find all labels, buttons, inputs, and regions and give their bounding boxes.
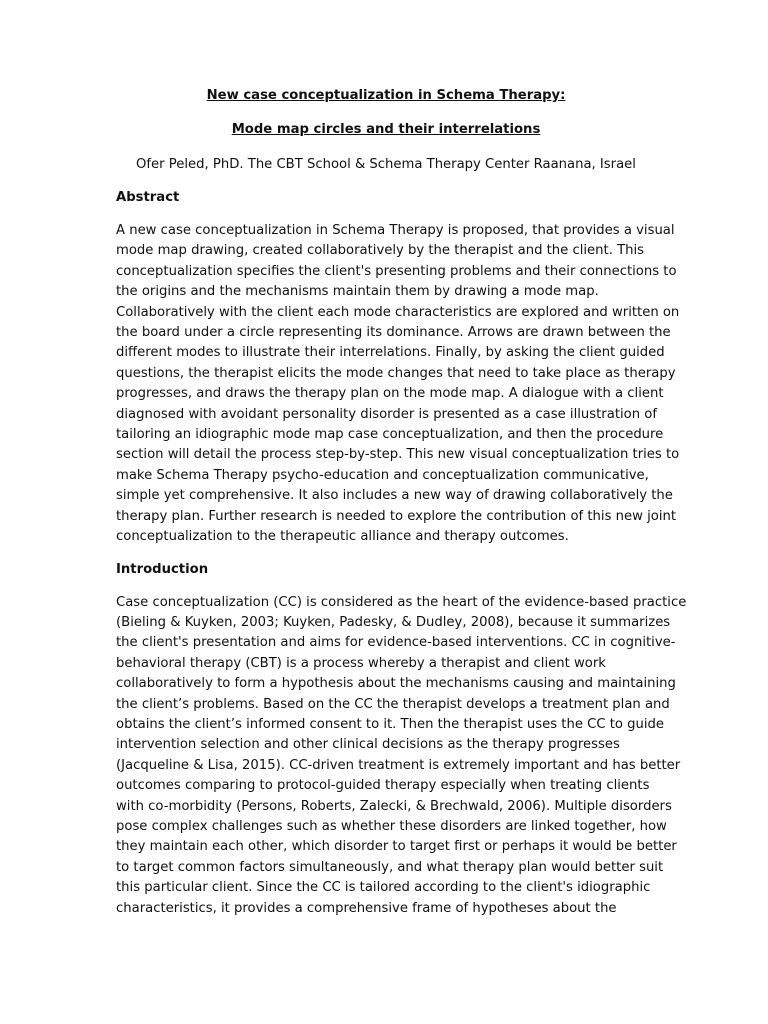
author-affiliation: Ofer Peled, PhD. The CBT School & Schema Therapy Center Raanana, Israel bbox=[136, 157, 636, 172]
introduction-line: outcomes comparing to protocol-guided therapy especially when treating clients bbox=[116, 778, 650, 794]
introduction-line: obtains the client’s informed consent to it. Then the therapist uses the CC to guide bbox=[116, 716, 665, 732]
introduction-line: pose complex challenges such as whether these disorders are linked together, how bbox=[116, 818, 667, 834]
abstract-line: progresses, and draws the therapy plan on the mode map. A dialogue with a client bbox=[116, 386, 664, 402]
abstract-line: Collaboratively with the client each mode characteristics are explored and written on bbox=[116, 304, 680, 320]
abstract-line: A new case conceptualization in Schema Therapy is proposed, that provides a visual bbox=[116, 223, 675, 238]
introduction-line: Case conceptualization (CC) is considered as the heart of the evidence-based practice bbox=[116, 594, 687, 610]
introduction-line: behavioral therapy (CBT) is a process whereby a therapist and client work bbox=[116, 655, 606, 671]
abstract-line: different modes to illustrate their interrelations. Finally, by asking the client guided bbox=[116, 345, 665, 361]
introduction-line: (Jacqueline & Lisa, 2015). CC-driven treatment is extremely important and has better bbox=[116, 757, 681, 773]
introduction-line: with co-morbidity (Persons, Roberts, Zalecki, & Brechwald, 2006). Multiple disorders bbox=[116, 798, 672, 814]
abstract-line: conceptualization specifies the client's presenting problems and their connections to bbox=[116, 263, 677, 279]
abstract-line: the board under a circle representing its dominance. Arrows are drawn between the bbox=[116, 325, 671, 341]
document-page bbox=[116, 86, 687, 931]
abstract-line: therapy plan. Further research is needed to explore the contribution of this new joint bbox=[116, 508, 677, 524]
introduction-line: collaboratively to form a hypothesis about the mechanisms causing and maintaining bbox=[116, 676, 676, 692]
introduction-line: they maintain each other, which disorder to target first or perhaps it would be better bbox=[116, 839, 677, 855]
abstract-paragraph bbox=[116, 221, 680, 548]
introduction-line: intervention selection and other clinical decisions as the therapy progresses bbox=[116, 737, 620, 753]
introduction-line: to target common factors simultaneously, and what therapy plan would better suit bbox=[116, 859, 664, 875]
introduction-heading: Introduction bbox=[116, 561, 209, 577]
introduction-line: characteristics, it provides a comprehensive frame of hypotheses about the bbox=[116, 900, 617, 916]
paper-title: New case conceptualization in Schema Therapy: bbox=[206, 88, 566, 103]
abstract-line: the origins and the mechanisms maintain them by drawing a mode map. bbox=[116, 284, 599, 300]
abstract-line: make Schema Therapy psycho-education and conceptualization communicative, bbox=[116, 467, 649, 483]
abstract-line: questions, the therapist elicits the mode changes that need to take place as therapy bbox=[116, 365, 676, 381]
abstract-line: simple yet comprehensive. It also includes a new way of drawing collaboratively the bbox=[116, 488, 673, 504]
introduction-line: the client’s problems. Based on the CC the therapist develops a treatment plan and bbox=[116, 696, 670, 712]
abstract-line: section will detail the process step-by-step. This new visual conceptualization tries to bbox=[116, 447, 680, 463]
introduction-paragraph bbox=[116, 593, 687, 920]
abstract-line: mode map drawing, created collaboratively by the therapist and the client. This bbox=[116, 243, 645, 259]
introduction-line: the client's presentation and aims for evidence-based interventions. CC in cognitive- bbox=[116, 635, 676, 651]
abstract-heading: Abstract bbox=[116, 190, 180, 205]
abstract-line: diagnosed with avoidant personality disorder is presented as a case illustration of bbox=[116, 406, 657, 422]
introduction-line: this particular client. Since the CC is tailored according to the client's idiographic bbox=[116, 880, 651, 896]
abstract-line: conceptualization to the therapeutic alliance and therapy outcomes. bbox=[116, 529, 569, 545]
introduction-line: (Bieling & Kuyken, 2003; Kuyken, Padesky, & Dudley, 2008), because it summarizes bbox=[116, 614, 671, 630]
abstract-line: tailoring an idiographic mode map case conceptualization, and then the procedure bbox=[116, 427, 664, 443]
paper-subtitle: Mode map circles and their interrelations bbox=[231, 122, 541, 137]
